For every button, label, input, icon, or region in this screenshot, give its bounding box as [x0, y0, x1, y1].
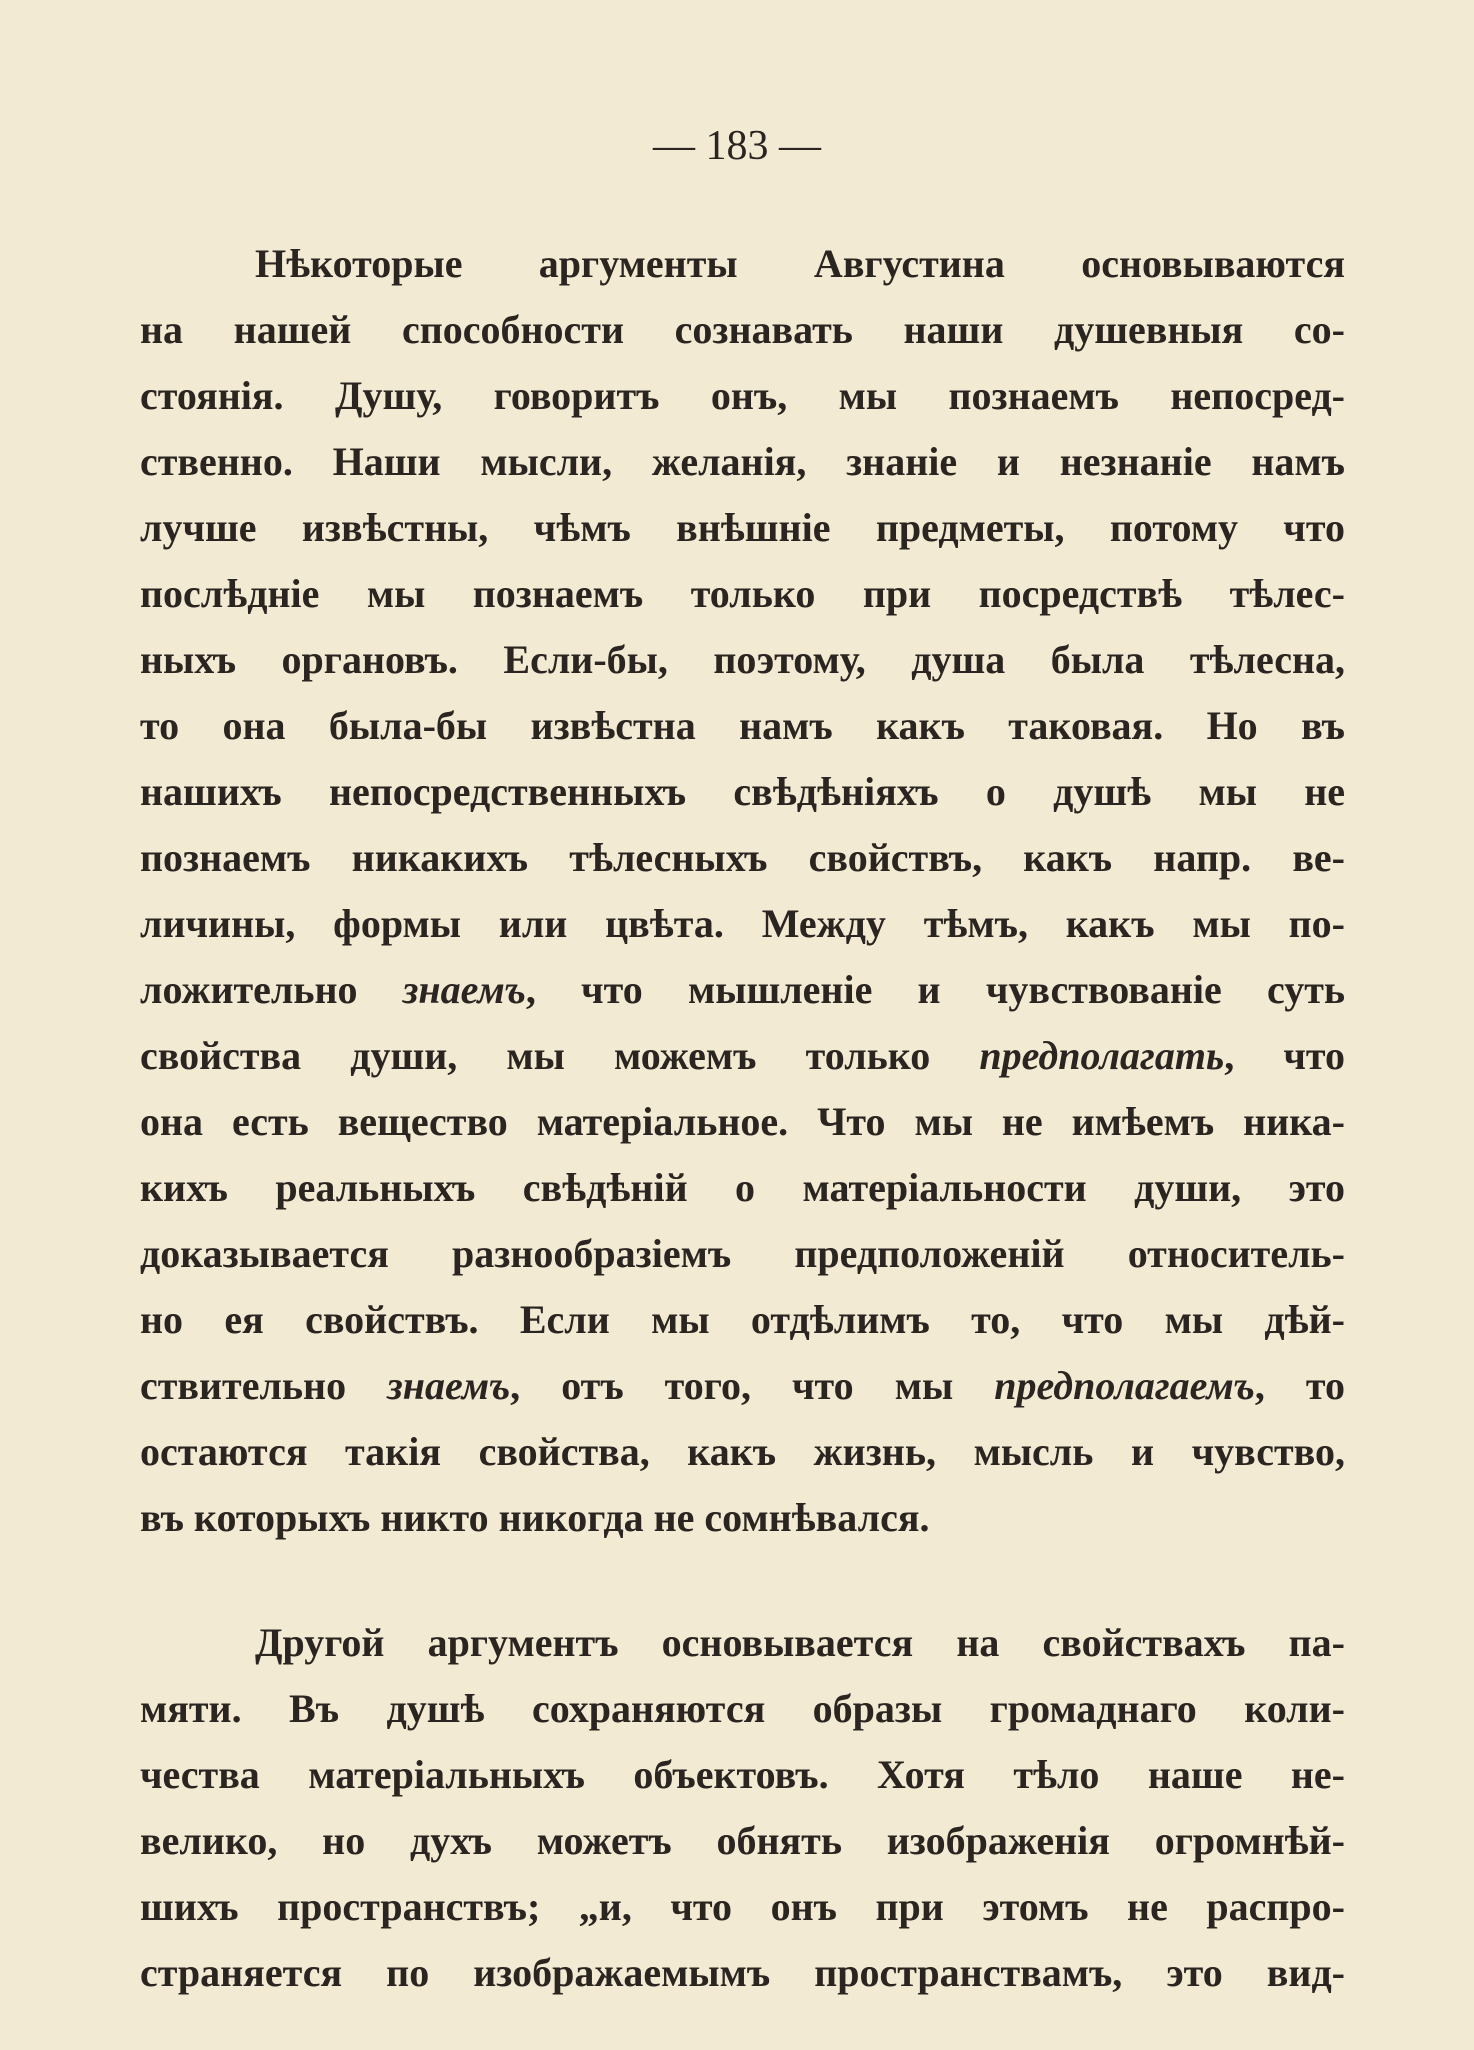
- text-line: личины, формы или цвѣта. Между тѣмъ, какъ мы по-: [140, 901, 1345, 946]
- text-line: ственно. Наши мысли, желанія, знаніе и незнаніе намъ: [140, 439, 1345, 484]
- text-line: на нашей способности сознавать наши душевныя со-: [140, 307, 1345, 352]
- text-line: кихъ реальныхъ свѣдѣній о матеріальности души, это: [140, 1165, 1345, 1210]
- text-line: страняется по изображаемымъ пространствамъ, это вид-: [140, 1950, 1345, 1995]
- text-line: ложительно знаемъ, что мышленіе и чувствованіе суть: [140, 967, 1345, 1012]
- text-line: Нѣкоторые аргументы Августина основываются: [255, 241, 1345, 286]
- text-line: шихъ пространствъ; „и, что онъ при этомъ не распро-: [140, 1884, 1345, 1929]
- text-line: велико, но духъ можетъ обнять изображенія огромнѣй-: [140, 1818, 1345, 1863]
- text-line: остаются такія свойства, какъ жизнь, мысль и чувство,: [140, 1429, 1345, 1474]
- text-line: познаемъ никакихъ тѣлесныхъ свойствъ, какъ напр. ве-: [140, 835, 1345, 880]
- paragraph-1: [140, 236, 1345, 1556]
- text-line: въ которыхъ никто никогда не сомнѣвался.: [140, 1495, 930, 1540]
- text-line: мяти. Въ душѣ сохраняются образы громаднаго коли-: [140, 1686, 1345, 1731]
- text-line: стоянія. Душу, говоритъ онъ, мы познаемъ непосред-: [140, 373, 1345, 418]
- text-line: Другой аргументъ основывается на свойствахъ па-: [255, 1620, 1345, 1665]
- text-line: ствительно знаемъ, отъ того, что мы предполагаемъ, то: [140, 1363, 1345, 1408]
- text-line: лучше извѣстны, чѣмъ внѣшніе предметы, потому что: [140, 505, 1345, 550]
- text-line: свойства души, мы можемъ только предполагать, что: [140, 1033, 1346, 1078]
- text-line: доказывается разнообразіемъ предположеній относитель-: [140, 1231, 1345, 1276]
- text-line: ныхъ органовъ. Если-бы, поэтому, душа была тѣлесна,: [140, 637, 1345, 682]
- paragraph-2: [140, 1615, 1345, 2011]
- italic-emphasis: предполагать: [979, 1033, 1225, 1078]
- italic-emphasis: знаемъ: [402, 967, 526, 1012]
- page-number: — 183 —: [653, 123, 821, 169]
- text-line: она есть вещество матеріальное. Что мы не имѣемъ ника-: [140, 1099, 1345, 1144]
- text-line: послѣдніе мы познаемъ только при посредствѣ тѣлес-: [140, 571, 1345, 616]
- text-line: то она была-бы извѣстна намъ какъ таковая. Но въ: [140, 703, 1345, 748]
- text-line: нашихъ непосредственныхъ свѣдѣніяхъ о душѣ мы не: [140, 769, 1345, 814]
- text-line: чества матеріальныхъ объектовъ. Хотя тѣло наше не-: [140, 1752, 1345, 1797]
- italic-emphasis: предполагаемъ: [994, 1363, 1255, 1408]
- text-line: но ея свойствъ. Если мы отдѣлимъ то, что мы дѣй-: [140, 1297, 1345, 1342]
- italic-emphasis: знаемъ: [387, 1363, 511, 1408]
